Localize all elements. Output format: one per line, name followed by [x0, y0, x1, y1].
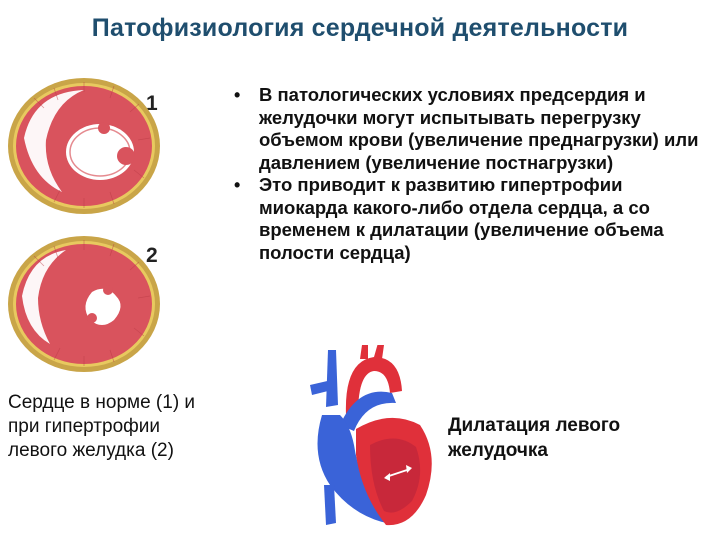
figure-caption: Сердце в норме (1) и при гипертрофии левого желудка (2)	[8, 392, 196, 461]
bullet-item	[232, 174, 712, 264]
heart-anatomy-dilatation-icon	[300, 345, 440, 530]
bullet-icon: •	[234, 175, 241, 195]
heart-section-normal-icon	[4, 68, 164, 218]
slide-title: Патофизиология сердечной деятельности	[91, 14, 629, 42]
bullet-text: В патологических условиях предсердия и желудочки могут испытывать перегрузку объемом крови (увеличение преднагрузки) или давлением (увеличение постнагрузки)	[259, 84, 699, 173]
dilatation-label: Дилатация левого желудочка	[448, 415, 621, 461]
bullet-list	[232, 84, 712, 264]
label-normal-heart: 1	[146, 92, 158, 115]
bullet-text: Это приводит к развитию гипертрофии миокарда какого-либо отдела сердца, а со временем к дилатации (увеличение объема полости сердца)	[259, 174, 664, 263]
bullet-item	[232, 84, 712, 174]
label-hypertrophy-heart: 2	[146, 244, 158, 267]
heart-section-hypertrophy-icon	[4, 226, 164, 376]
bullet-icon: •	[234, 85, 241, 105]
